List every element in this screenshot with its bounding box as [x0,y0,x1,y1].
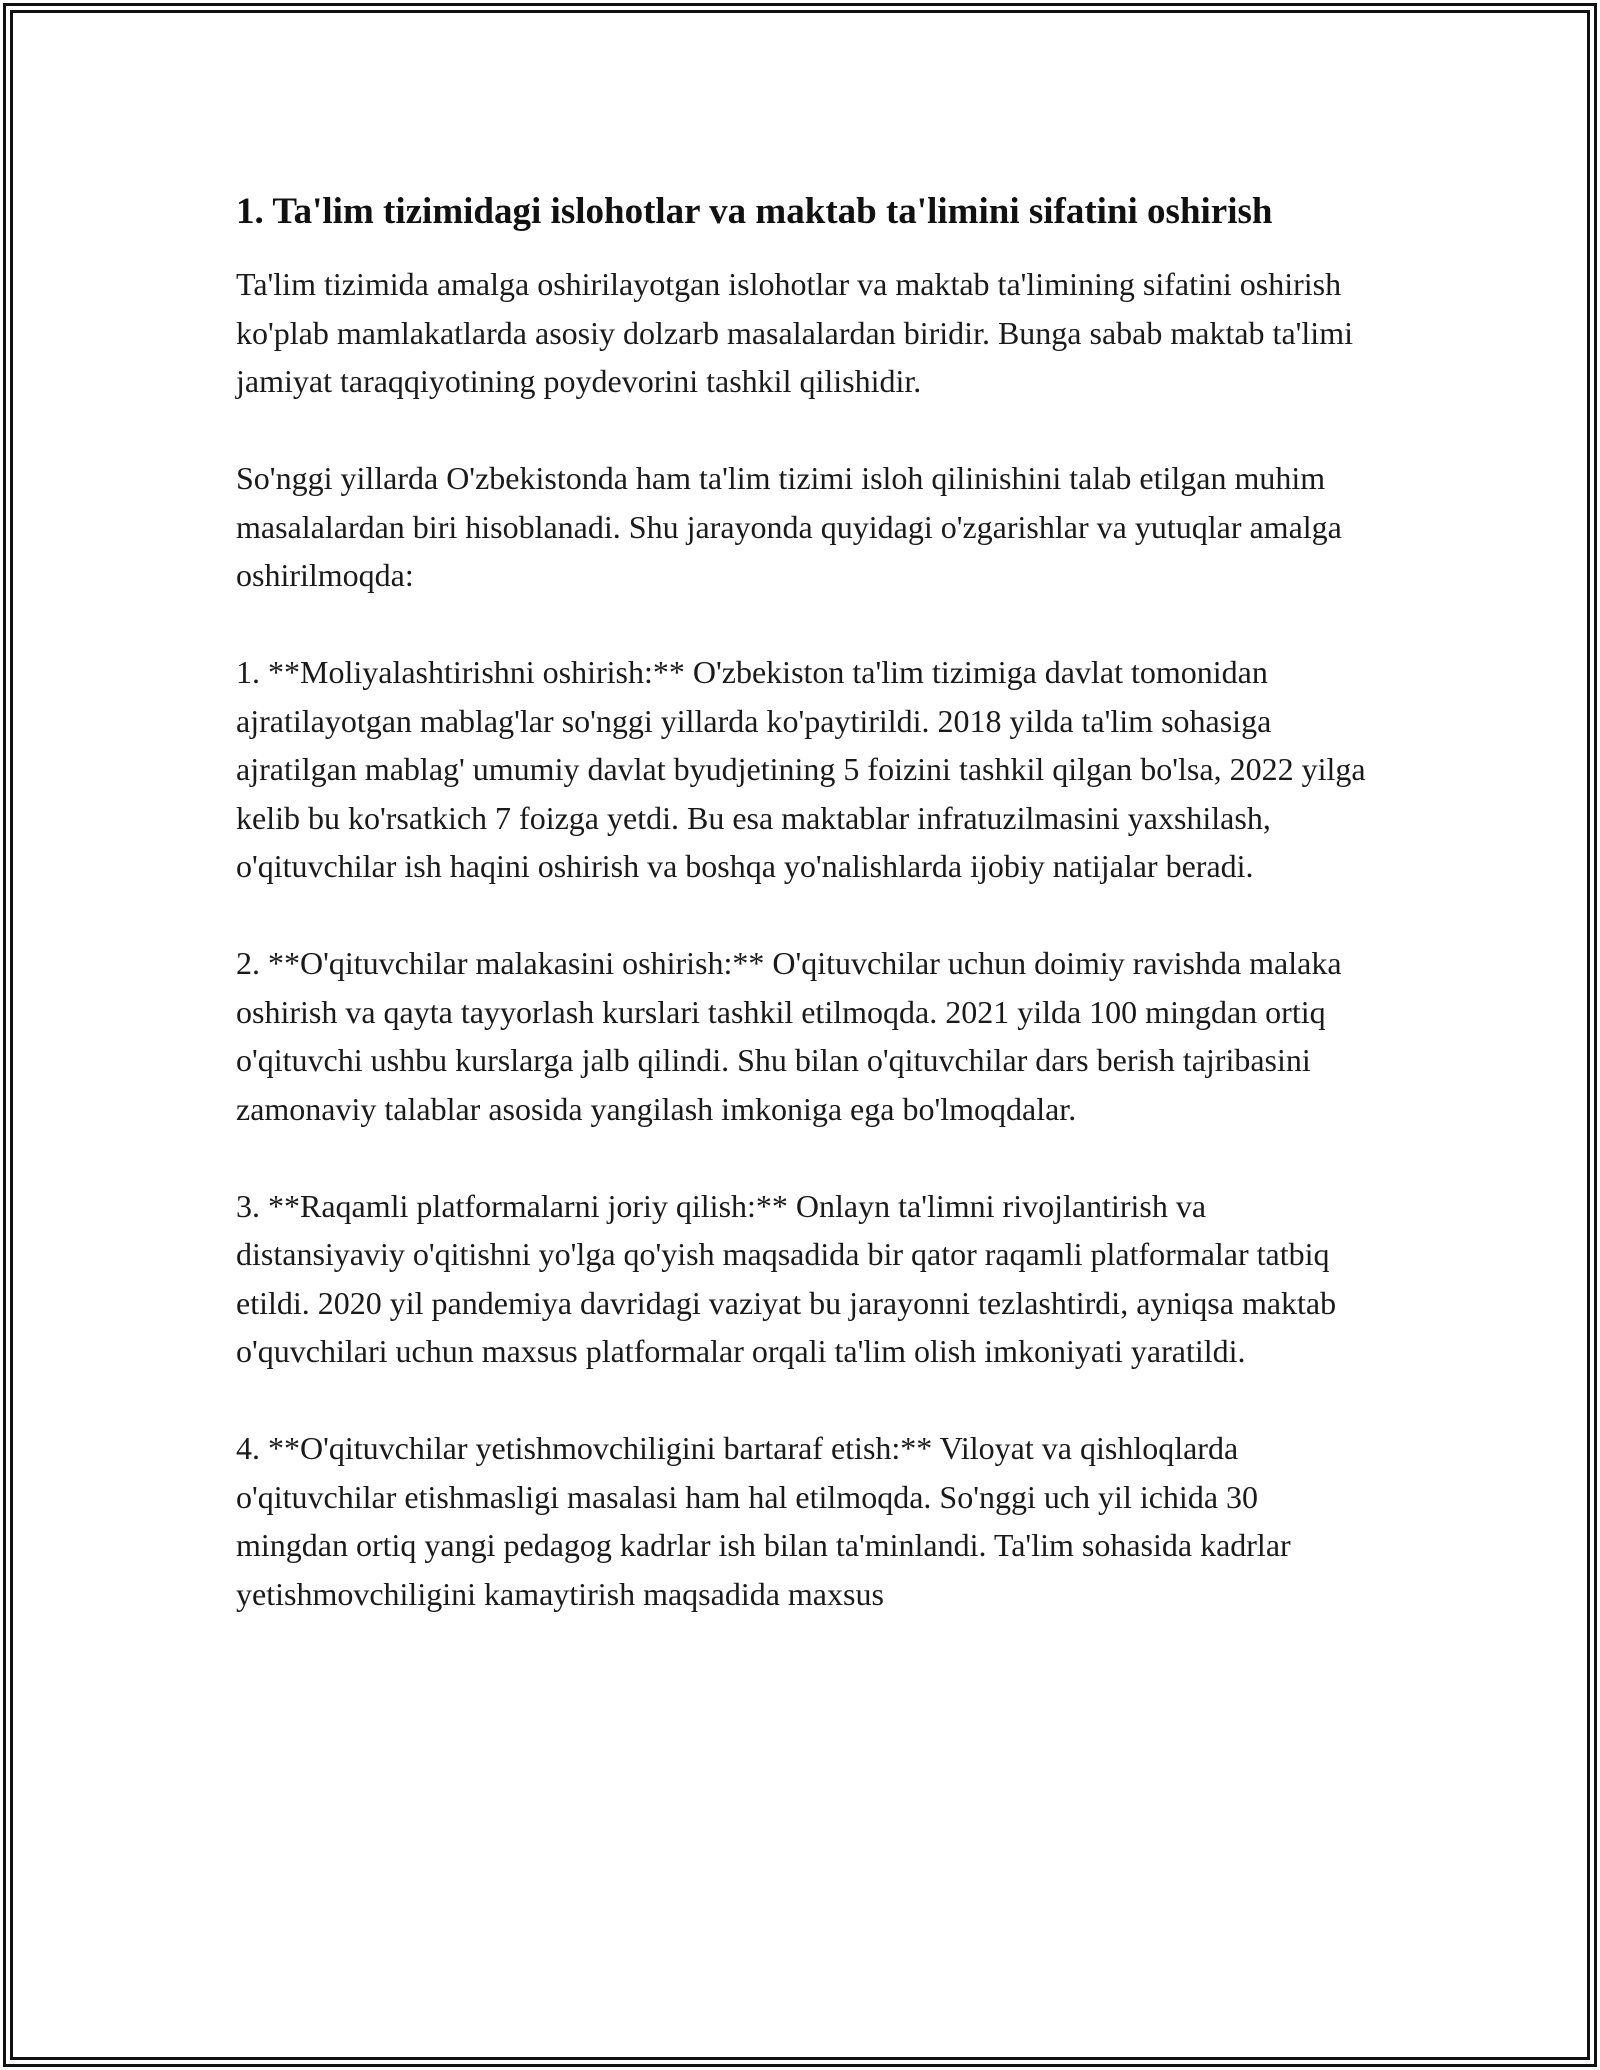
paragraph-item-4: 4. **O'qituvchilar yetishmovchiligini bartaraf etish:** Viloyat va qishloqlarda o'qituvchilar etishmasligi masalasi ham hal etilmoqda. So'nggi uch yil ichida 30 mingdan ortiq yangi pedagog kadrlar ish bilan ta'minlandi. Ta'lim sohasida kadrlar yetishmovchiligini kamaytirish maqsadida maxsus [236,1430,1291,1612]
paragraph-item-2: 2. **O'qituvchilar malakasini oshirish:** O'qituvchilar uchun doimiy ravishda malaka oshirish va qayta tayyorlash kurslari tashkil etilmoqda. 2021 yilda 100 mingdan ortiq o'qituvchi ushbu kurslarga jalb qilindi. Shu bilan o'qituvchilar dars berish tajribasini zamonaviy talablar asosida yangilash imkoniga ega bo'lmoqdalar. [236,945,1342,1127]
document-body [236,186,1376,1667]
paragraph-item-1: 1. **Moliyalashtirishni oshirish:** O'zbekiston ta'lim tizimiga davlat tomonidan ajratilayotgan mablag'lar so'nggi yillarda ko'paytirildi. 2018 yilda ta'lim sohasiga ajratilgan mablag' umumiy davlat byudjetining 5 foizini tashkil qilgan bo'lsa, 2022 yilga kelib bu ko'rsatkich 7 foizga yetdi. Bu esa maktablar infratuzilmasini yaxshilash, o'qituvchilar ish haqini oshirish va boshqa yo'nalishlarda ijobiy natijalar beradi. [236,654,1366,884]
section-heading: 1. Ta'lim tizimidagi islohotlar va maktab ta'limini sifatini oshirish [236,191,1273,232]
paragraph-item-3: 3. **Raqamli platformalarni joriy qilish:** Onlayn ta'limni rivojlantirish va distansiyaviy o'qitishni yo'lga qo'yish maqsadida bir qator raqamli platformalar tatbiq etildi. 2020 yil pandemiya davridagi vaziyat bu jarayonni tezlashtirdi, ayniqsa maktab o'quvchilari uchun maxsus platformalar orqali ta'lim olish imkoniyati yaratildi. [236,1187,1337,1369]
paragraph-context: So'nggi yillarda O'zbekistonda ham ta'lim tizimi isloh qilinishini talab etilgan muhim masalalardan biri hisoblanadi. Shu jarayonda quyidagi o'zgarishlar va yutuqlar amalga oshirilmoqda: [236,460,1342,593]
paragraph-intro: Ta'lim tizimida amalga oshirilayotgan islohotlar va maktab ta'limining sifatini oshirish ko'plab mamlakatlarda asosiy dolzarb masalalardan biridir. Bunga sabab maktab ta'limi jamiyat taraqqiyotining poydevorini tashkil qilishidir. [236,266,1353,399]
